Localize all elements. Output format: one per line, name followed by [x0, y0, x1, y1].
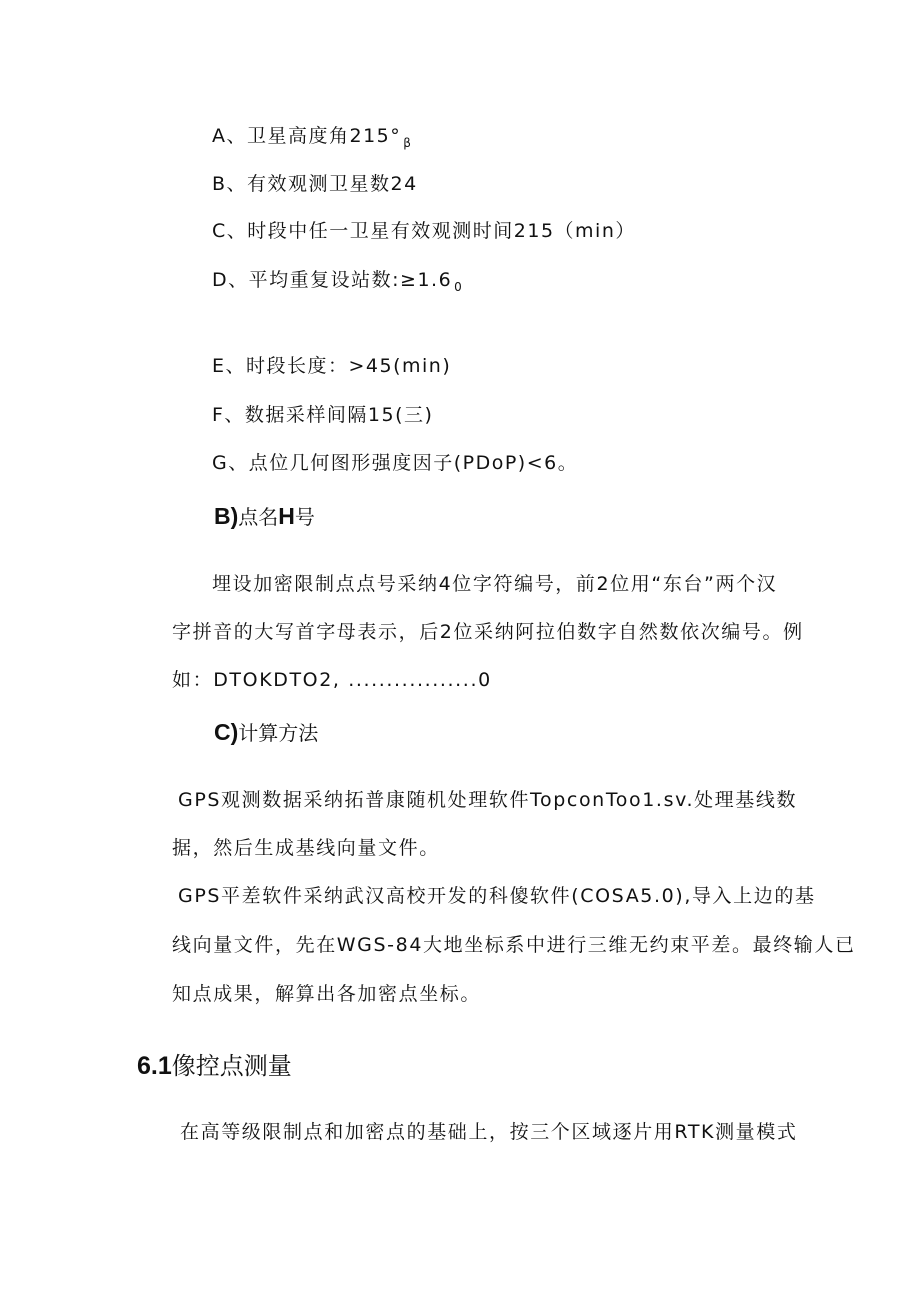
criterion-a: A、卫星高度角215° $_\beta$: [212, 125, 413, 150]
heading-calculation-method: C)计算方法: [214, 719, 319, 745]
naming-paragraph-line-3: 如：DTOKDTO2, .................0: [172, 669, 492, 691]
criterion-g: G、点位几何图形强度因子(PDoP)<6。: [212, 452, 579, 474]
calc-paragraph-1-line-1: GPS观测数据采纳拓普康随机处理软件TopconToo1.sv.处理基线数: [178, 789, 798, 811]
closing-paragraph-line-1: 在高等级限制点和加密点的基础上，按三个区域逐片用RTK测量模式: [180, 1121, 798, 1143]
calc-paragraph-2-line-1: GPS平差软件采纳武汉高校开发的科傻软件(COSA5.0),导入上边的基: [178, 885, 816, 907]
naming-paragraph-line-1: 埋设加密限制点点号采纳4位字符编号，前2位用“东台”两个汉: [212, 573, 778, 595]
calc-paragraph-2-line-2: 线向量文件，先在WGS-84大地坐标系中进行三维无约束平差。最终输人已: [172, 934, 856, 956]
criterion-c: C、时段中任一卫星有效观测时间215（min）: [212, 220, 636, 242]
calc-paragraph-1-line-2: 据，然后生成基线向量文件。: [172, 837, 440, 859]
criterion-a-subscript: β: [403, 136, 413, 150]
heading-point-naming: B)点名H号: [214, 503, 315, 529]
criterion-d-subscript: 0: [454, 280, 464, 294]
criterion-d: D、平均重复设站数:≥1.6 $_0$: [212, 269, 464, 294]
criterion-e: E、时段长度：>45(min): [212, 355, 452, 377]
section-heading-image-control-points: 6.1像控点测量: [137, 1052, 292, 1080]
criterion-b: B、有效观测卫星数24: [212, 173, 418, 195]
criterion-f: F、数据采样间隔15(三): [212, 404, 434, 426]
calc-paragraph-2-line-3: 知点成果，解算出各加密点坐标。: [172, 983, 482, 1005]
naming-paragraph-line-2: 字拼音的大写首字母表示，后2位采纳阿拉伯数字自然数依次编号。例: [172, 621, 804, 643]
